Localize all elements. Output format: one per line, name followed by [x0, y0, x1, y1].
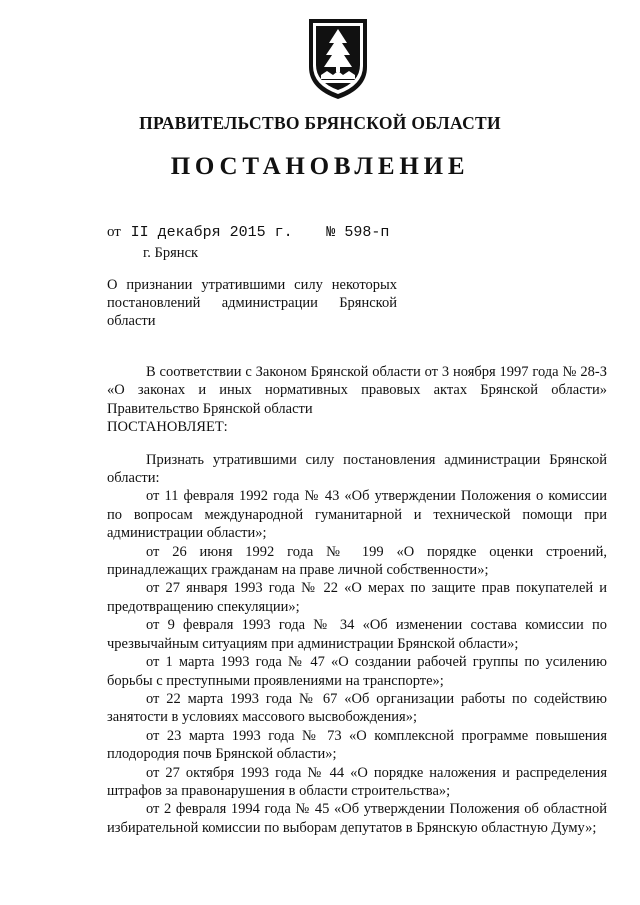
government-title: ПРАВИТЕЛЬСТВО БРЯНСКОЙ ОБЛАСТИ [139, 113, 501, 133]
preamble-paragraph: В соответствии с Законом Брянской области от 3 ноября 1997 года № 28-З «О законах и иных нормативных правовых актах Брянской области» Правительство Брянской области [107, 364, 607, 417]
from-label: от [107, 224, 121, 240]
decree-date: II декабря 2015 г. [130, 224, 293, 241]
list-item: от 11 февраля 1992 года № 43 «Об утверждении Положения о комиссии по вопросам международной гуманитарной и технической помощи при администрации области»; [107, 488, 607, 542]
list-item: от 23 марта 1993 года № 73 «О комплексной программе повышения плодородия почв Брянской области»; [107, 727, 607, 763]
decree-meta [107, 224, 395, 241]
list-item: от 22 марта 1993 года № 67 «Об организации работы по содействию занятости в условиях массового высвобождения»; [107, 690, 607, 726]
list-item: от 26 июня 1992 года № 199 «О порядке оценки строений, принадлежащих гражданам на праве личной собственности»; [107, 543, 607, 579]
bryansk-coat-of-arms-icon [305, 15, 371, 103]
resolves-heading: ПОСТАНОВЛЯЕТ: [107, 419, 228, 436]
decree-body [107, 363, 607, 837]
document-type-title: ПОСТАНОВЛЕНИЕ [170, 153, 470, 180]
list-item: от 2 февраля 1994 года № 45 «Об утверждении Положения об областной избирательной комиссии по выборам депутатов в Брянскую областную Думу»; [107, 801, 607, 836]
intro-paragraph: Признать утратившими силу постановления администрации Брянской области: [107, 451, 607, 487]
list-item: от 27 января 1993 года № 22 «О мерах по защите прав покупателей и предотвращению спекуляции»; [107, 580, 607, 615]
list-item: от 27 октября 1993 года № 44 «О порядке наложения и распределения штрафов за правонарушения в области строительства»; [107, 764, 607, 799]
list-item: от 9 февраля 1993 года № 34 «Об изменении состава комиссии по чрезвычайным ситуациям при администрации Брянской области»; [107, 617, 607, 652]
decree-subject: О признании утратившими силу некоторых постановлений администрации Брянской области [107, 277, 397, 329]
decree-number: № 598-п [326, 224, 390, 241]
city-label: г. Брянск [143, 245, 199, 261]
list-item: от 1 марта 1993 года № 47 «О создании рабочей группы по усилению борьбы с преступными проявлениями на транспорте»; [107, 654, 607, 689]
